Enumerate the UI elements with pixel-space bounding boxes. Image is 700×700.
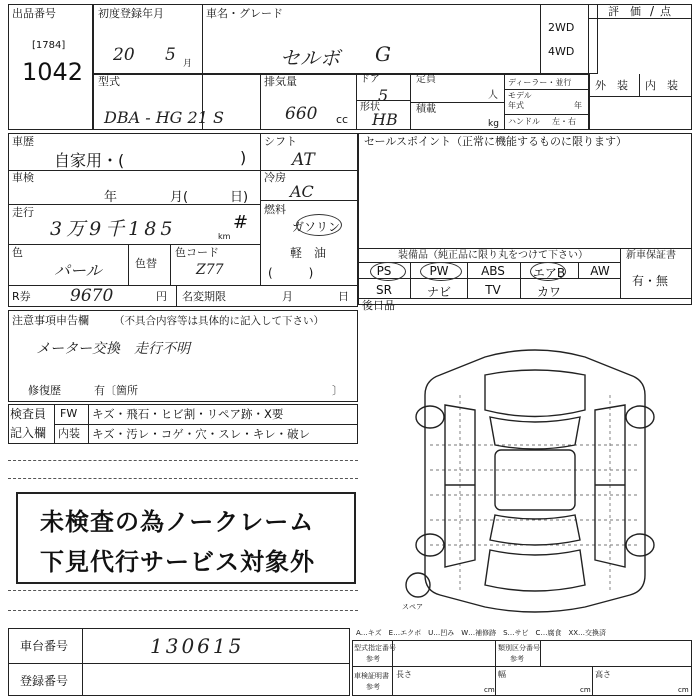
divider [504, 89, 590, 90]
fuel-diesel: 軽 油 [290, 246, 327, 260]
fw-label: FW [60, 407, 78, 420]
divider [82, 628, 83, 696]
cm2: cm [580, 686, 591, 694]
shift-label: シフト [264, 135, 297, 148]
inspector-label2: 記入欄 [10, 426, 47, 440]
first-reg-year: 20 [113, 45, 135, 65]
divider [588, 96, 692, 97]
usage-label: 車歴 [12, 135, 34, 148]
inspector-label1: 検査員 [10, 407, 47, 421]
name-change-month: 月 [282, 290, 293, 303]
color-code-value: Z77 [196, 262, 224, 278]
model-label: 型式 [98, 75, 120, 88]
mileage-label: 走行 [12, 206, 34, 219]
divider [8, 590, 358, 591]
vehicle-cert-sub: 参考 [366, 683, 380, 691]
capacity-label: 定員 [416, 74, 436, 85]
displacement-value: 660 [285, 104, 318, 124]
handle-label: ハンドル [508, 117, 540, 126]
color-value: パール [54, 261, 102, 280]
mileage-value: 3万9千185 [50, 218, 177, 240]
fuel-label: 燃料 [264, 203, 286, 216]
door-label: ドア [360, 74, 380, 85]
year-label: 年式 [508, 101, 524, 110]
name-label: 車名・グレード [206, 7, 283, 20]
type-cert-label: 型式指定番号 [354, 644, 396, 652]
divider [128, 244, 129, 285]
divider [352, 666, 692, 667]
divider [8, 663, 350, 664]
dealer-label: ディーラー・並行 [508, 78, 572, 87]
divider [260, 133, 261, 285]
divider [540, 640, 541, 666]
divider [170, 244, 171, 285]
yen-unit: 円 [156, 290, 167, 303]
class-label: 類別区分番号 [498, 644, 540, 652]
shape-label: 形状 [360, 102, 380, 113]
color-label: 色 [12, 246, 23, 259]
fuel-gas: ガソリン [292, 220, 341, 234]
inspection-month: 月( [170, 190, 189, 205]
equip-airbag: エアB [532, 266, 566, 280]
type-cert-sub: 参考 [366, 655, 380, 663]
height-label: 高さ [595, 670, 611, 679]
divider [358, 248, 692, 249]
int-label: 内装 [58, 427, 80, 440]
equip-ps: PS [376, 264, 392, 278]
pw-circle [420, 262, 462, 281]
divider [520, 262, 521, 298]
divider [504, 74, 505, 130]
notes-instruction: （不具合内容等は具体的に記入して下さい） [114, 315, 324, 327]
equip-tv: TV [485, 283, 501, 297]
model-value: DBA - HG 21 S [104, 108, 224, 127]
divider [410, 262, 411, 298]
int-text: キズ・汚レ・コゲ・穴・スレ・キレ・破レ [92, 427, 311, 441]
vehicle-cert-label: 車検証明書 [354, 672, 389, 680]
rear-seat-label: 後日品 [362, 299, 395, 312]
divider [54, 424, 358, 425]
usage-close: ) [240, 148, 247, 167]
interior-label: 内 装 [645, 79, 678, 92]
fuel-circle [296, 214, 342, 236]
color-change-label: 色替 [135, 257, 157, 270]
recycle-value: 9670 [70, 286, 114, 306]
fw-text: キズ・飛石・ヒビ割・リペア跡・X要 [92, 407, 284, 421]
divider [8, 244, 260, 245]
equip-leather: カワ [536, 285, 561, 299]
length-label: 長さ [396, 670, 412, 679]
equip-pw: PW [429, 264, 449, 278]
door-value: 5 [378, 86, 389, 105]
person-unit: 人 [488, 90, 498, 101]
ac-value: AC [290, 182, 314, 201]
lot-number: 1042 [22, 58, 84, 86]
stamp-line2: 下見代行サービス対象外 [40, 548, 315, 576]
kg-unit: kg [488, 119, 499, 129]
cm1: cm [484, 686, 495, 694]
point-label: 点 [660, 5, 671, 18]
handle-options: 左・右 [552, 117, 576, 126]
divider [8, 478, 358, 479]
equip-abs: ABS [481, 264, 505, 278]
displacement-label: 排気量 [264, 75, 297, 88]
reg-label: 登録番号 [20, 674, 69, 688]
divider [8, 204, 260, 205]
divider [495, 640, 496, 696]
exterior-label: 外 装 [595, 79, 628, 92]
km-unit: km [218, 232, 231, 241]
new-reg-tax-value: 有・無 [632, 274, 669, 288]
divider [504, 114, 590, 115]
divider [356, 100, 410, 101]
cc-unit: cc [336, 113, 349, 126]
repair-close: 〕 [332, 384, 343, 397]
name-change-day: 日 [338, 290, 349, 303]
class-sub: 参考 [510, 655, 524, 663]
model-year-label: モデル [508, 91, 532, 100]
inspection-label: 車検 [12, 171, 34, 184]
divider [8, 460, 358, 461]
notes-label: 注意事項申告欄 [12, 314, 89, 327]
lot-sub: [1784] [32, 40, 66, 51]
ac-label: 冷房 [264, 171, 286, 184]
equip-navi: ナビ [426, 285, 451, 299]
chassis-value: 130615 [150, 634, 245, 658]
divider [356, 74, 357, 130]
width-label: 幅 [498, 670, 506, 679]
spare-label: スペア [402, 603, 423, 611]
recycle-label: R券 [12, 290, 31, 303]
cm3: cm [678, 686, 689, 694]
year-unit: 年 [574, 101, 582, 110]
legend: A…キズ E…エクボ U…凹み W…補修跡 S…サビ C…腐食 XX…交換済 [356, 629, 607, 637]
stamp-line1: 未検査の為ノークレーム [40, 508, 315, 536]
divider [540, 4, 541, 74]
first-reg-month: 5 [165, 45, 176, 65]
divider [176, 285, 177, 307]
rating-label: 評 価 [608, 5, 641, 18]
usage-value: 自家用・( [54, 151, 125, 170]
wd4-label: 4WD [548, 45, 575, 58]
divider [358, 298, 692, 299]
sales-point-label: セールスポイント（正常に機能するものに限ります） [364, 135, 628, 148]
divider [260, 74, 261, 130]
color-code-label: 色コード [175, 246, 219, 259]
airbag-circle [530, 262, 566, 281]
inspection-year: 年 [104, 190, 118, 205]
wd2-label: 2WD [548, 21, 575, 34]
divider [588, 18, 692, 19]
first-reg-label: 初度登録年月 [98, 7, 164, 20]
divider [467, 262, 468, 298]
fuel-paren: ( ) [268, 266, 314, 280]
shift-value: AT [292, 150, 315, 170]
divider [8, 610, 358, 611]
chassis-label: 車台番号 [20, 639, 69, 653]
car-name: セルボ [280, 46, 340, 70]
inspection-day: 日) [230, 190, 249, 205]
equip-sr: SR [376, 283, 392, 297]
mileage-hash: # [233, 212, 249, 233]
ps-circle [370, 262, 406, 281]
repair-label: 修復歴 [28, 384, 61, 397]
grade: G [375, 42, 391, 66]
name-change-label: 名変期限 [182, 290, 226, 303]
new-reg-tax-label: 新車保証書 [626, 250, 676, 261]
car-diagram [400, 345, 670, 615]
divider [8, 285, 358, 286]
lot-label: 出品番号 [12, 7, 56, 20]
divider [592, 666, 593, 696]
repair-value: 有〔箇所 [94, 384, 138, 397]
loading-label: 積載 [416, 104, 436, 115]
equip-aw: AW [590, 264, 610, 278]
divider [639, 74, 640, 96]
rating-box [588, 4, 692, 130]
equipment-label: 装備品（純正品に限り丸をつけて下さい） [398, 250, 588, 261]
shape-value: HB [372, 110, 398, 129]
notes-handwritten: メーター交換 走行不明 [36, 341, 190, 357]
rating-slash: / [650, 4, 655, 18]
divider [410, 102, 504, 103]
month-unit: 月 [183, 59, 193, 69]
